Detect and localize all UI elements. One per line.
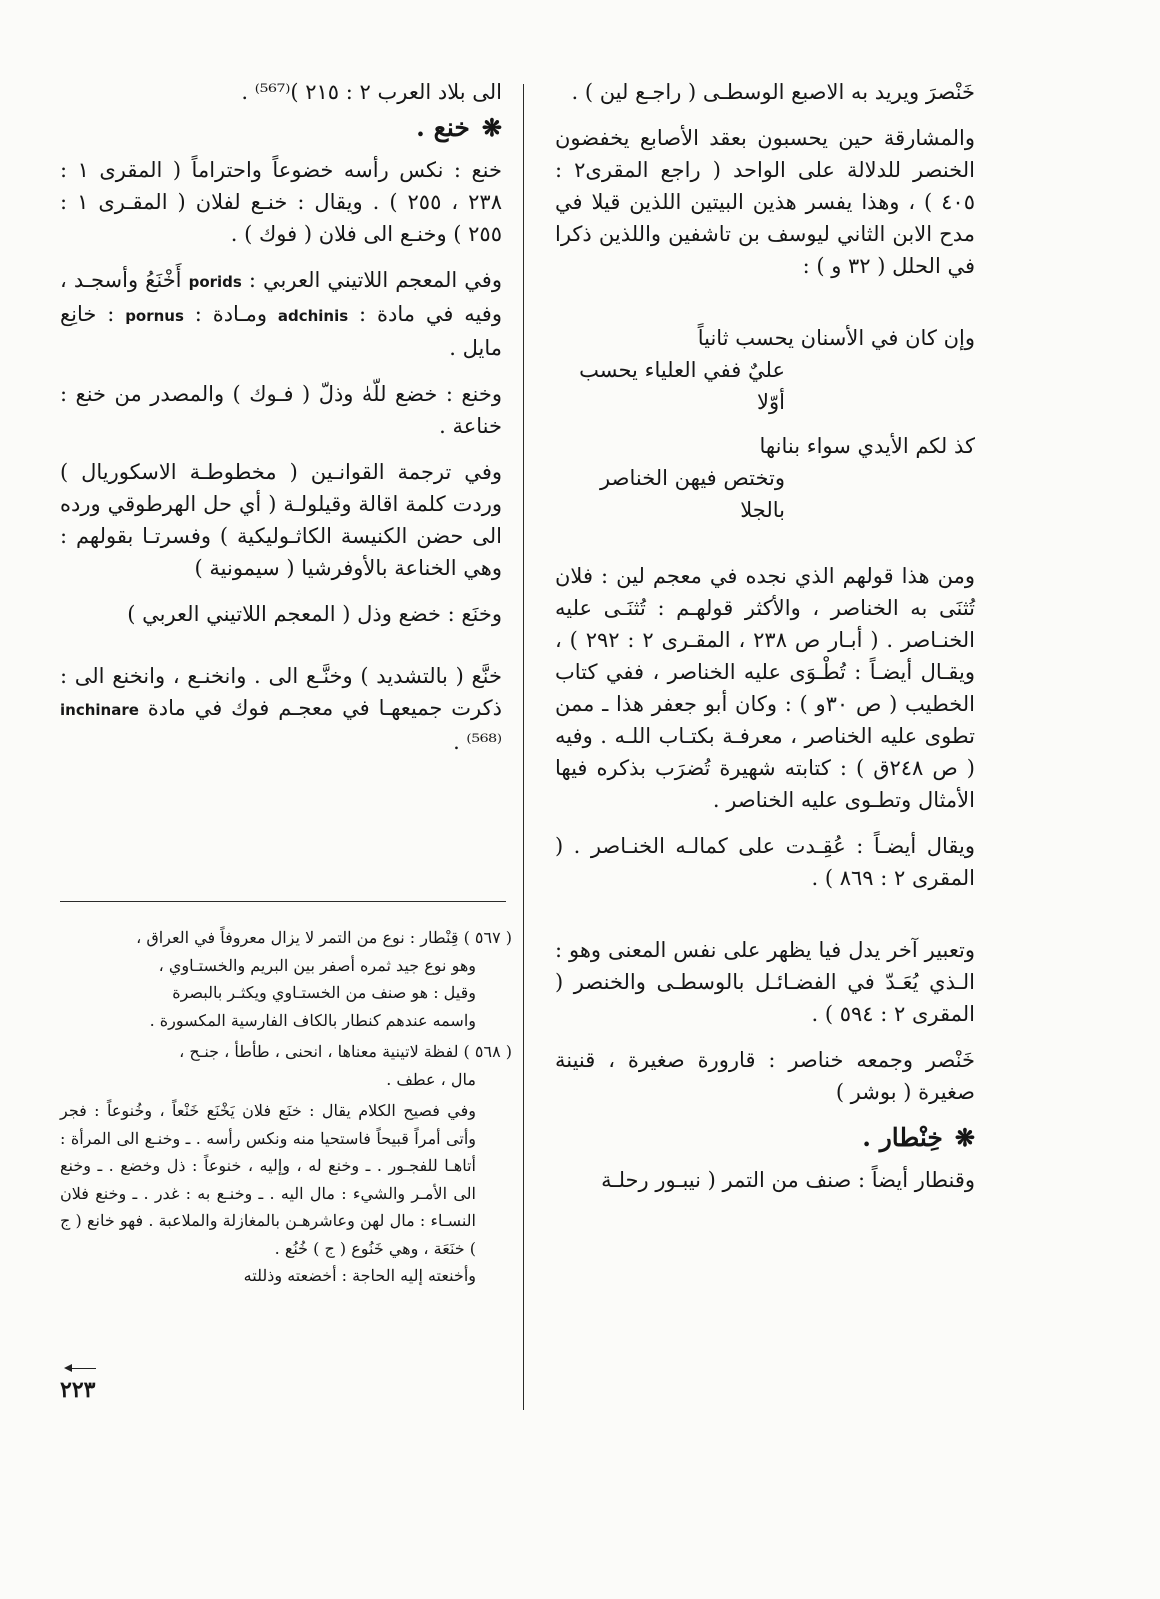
text-run: خنَّع ( بالتشديد ) وخنَّـع الى . وانخنـع ، وانخنع الى : ذكرت جميعهـا في معجـم فوك في مادة [60,664,502,720]
entry-heading-text: خنع . [416,113,470,142]
paragraph: وتعبير آخر يدل فيا يظهر على نفس المعنى وهو : الـذي يُعَـدّ في الفضـائـل بالوسطـى والخنصر ( المقرى ٢ : ٥٩٤ ) . [555,938,975,1026]
asterisk-icon: ❋ [954,1123,975,1152]
footnote-line: وهو نوع جيد ثمره أصفر بين البريم والخستـاوي ، [158,955,476,975]
footnote-line: وقيل : هو صنف من الخستـاوي ويكثـر بالبصرة [172,983,476,1002]
left-column [60,76,502,772]
poem-line: عليٌ ففي العلياء يحسب أوّلا [579,358,785,414]
poem-line: وتختص فيهن الخناصر بالجلا [600,466,785,522]
footnote-line: مال ، عطف . [386,1069,476,1089]
entry-heading [60,112,502,144]
paragraph: ويقال أيضـاً : عُقِـدت على كمالـه الخنـاصر . ( المقرى ٢ : ٨٦٩ ) . [555,834,975,890]
latin-term: porids [188,273,242,291]
latin-term: pornus [125,307,184,325]
paragraph: وفي ترجمة القوانـين ( مخطوطـة الاسكوريال ) وردت كلمة اقالة وقيلولـة ( أي حل الهرطوقي ورده الى حضن الكنيسة الكاثـوليكية ) وفسرتـا بقولهم : وهي الخناعة بالأوفرشيا ( سيمونية ) [60,460,502,580]
paragraph: الى بلاد العرب ٢ : ٢١٥ )⁽⁵⁶⁷⁾ . [241,80,502,104]
footnotes [60,924,512,1294]
entry-heading [555,1122,975,1154]
page-number: ٢٢٣ [60,1377,96,1403]
column-divider [523,84,524,1410]
footnote-line: وأخنعته إليه الحاجة : أخضعته وذللته [243,1266,476,1285]
asterisk-icon: ❋ [481,113,502,142]
footnote-line: ( ٥٦٧ ) قِنْطار : نوع من التمر لا يزال معروفاً في العراق ، [136,928,512,947]
latin-term: inchinare [60,701,139,719]
paragraph [60,264,502,364]
paragraph: ومن هذا قولهم الذي نجده في معجم لين : فلان تُثنَى به الخناصر ، والأكثر قولهـم : تُثنَـى عليه الخنـاصر . ( أبـار ص ٢٣٨ ، المقـرى ٢ : ٢٩٢ ) ، ويقـال أيضـاً : تُطْـوَى عليه الخناصر ، ففي كتاب الخطيب ( ص ٣٠و ) : وكان أبو جعفر هذا ـ ممن تطوى عليه الخناصر ، معرفـة بكتـاب اللـه . وفيه ( ص ٢٤٨ق ) : كتابته شهيرة تُضرَب بذكره فيها الأمثال وتطـوى عليه الخناصر . [555,564,975,812]
footnote-line: واسمه عندهم كنطار بالكاف الفارسية المكسورة . [149,1010,476,1030]
entry-heading-text: خِنْطار . [862,1123,943,1152]
paragraph: خَنْصر وجمعه خناصر : قارورة صغيرة ، قنينة صغيرة ( بوشر ) [555,1048,975,1104]
paragraph [60,660,502,758]
paragraph: والمشارقة حين يحسبون بعقد الأصابع يخفضون الخنصر للدلالة على الواحد ( راجع المقرى٢ : ٤٠٥ ) ، وهذا يفسر هذين البيتين اللذين قيلا في مدح الابن الثاني ليوسف بن تاشفين واللذين ذكرا في الحلل ( ٣٢ و ) : [555,126,975,278]
continuation-arrow-icon [66,1368,96,1369]
text-run: : خانِع مايل . [60,302,502,360]
right-column [555,76,975,1210]
paragraph: وقنطار أيضاً : صنف من التمر ( نيبـور رحلـة [601,1168,975,1192]
footnote-line: ( ٥٦٨ ) لفظة لاتينية معناها ، انحنى ، طأطأ ، جنـح ، [179,1042,512,1061]
poem-line: كذ لكم الأيدي سواء بنانها [759,434,975,458]
text-run: ⁽⁵⁶⁸⁾ . [453,730,502,754]
paragraph: خَنْصرَ ويريد به الاصبع الوسطـى ( راجـع لين ) . [571,80,975,104]
paragraph: وخنَع : خضع وذل ( المعجم اللاتيني العربي ) [127,602,502,626]
paragraph: وخنع : خضع للّهٰ وذلّ ( فـوك ) والمصدر من خنع : خناعة . [60,382,502,438]
text-run: ومـادة : [194,302,267,326]
poem [555,322,975,526]
paragraph: خنع : نكس رأسه خضوعاً واحتراماً ( المقرى ١ : ٢٣٨ ، ٢٥٥ ) . ويقال : خنـع لفلان ( المقـرى ١ : ٢٥٥ ) وخنـع الى فلان ( فوك ) . [60,158,502,246]
poem-line: وإن كان في الأسنان يحسب ثانياً [697,326,975,350]
latin-term: adchinis [277,307,349,325]
footnote-paragraph: وفي فصيح الكلام يقال : خنَع فلان يَخْنَع خَنْعاً ، وخُنوعاً : فجر وأتى أمراً قبيحاً فاستحيا منه ونكس رأسه . ـ وخنـع الى المرأة : أتاهـا للفجـور . ـ وخنع له ، وإليه ، خنوعاً : ذل وخضع . ـ وخنع الى الأمـر والشيء : مال اليه . ـ وخنـع به : غدر . ـ وخنع فلان النسـاء : مال لهن وعاشرهـن بالمغازلة والملاعبة . فهو خانع ( ج ) خنَعَة ، وهي خَنُوع ( ج ) خُنُع . [60,1101,476,1258]
text-run: أَخْنَعُ وأسجـد ، وفيه في مادة : [60,268,502,326]
text-run: وفي المعجم اللاتيني العربي : [248,268,502,292]
footnote-divider [60,901,506,902]
